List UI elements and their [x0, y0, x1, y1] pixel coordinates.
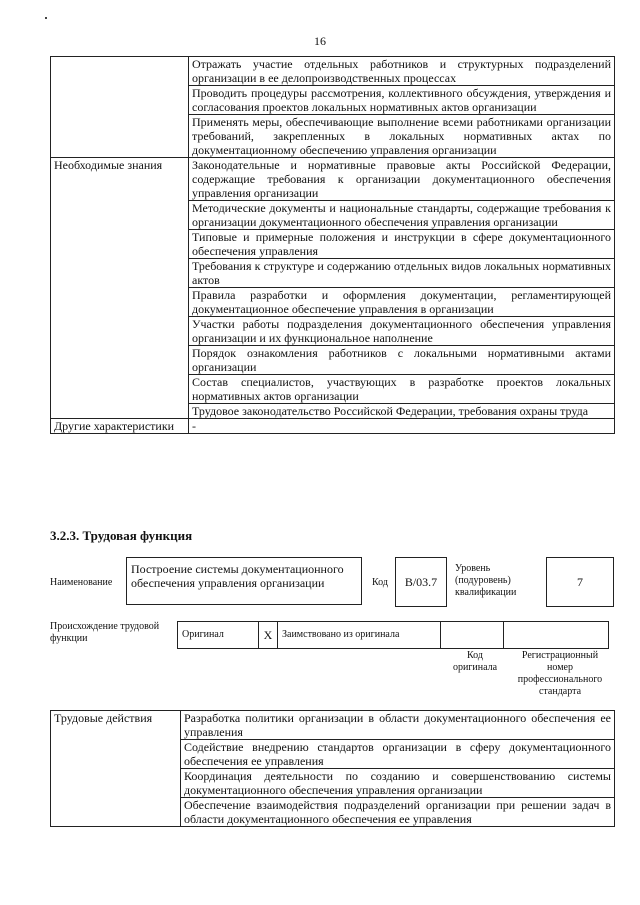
table-cell: Координация деятельности по созданию и совершенствованию системы документационного обеспечения управления организации — [181, 769, 615, 798]
table-cell: Типовые и примерные положения и инструкции в сфере документационного обеспечения управления — [189, 230, 615, 259]
table-cell: Трудовое законодательство Российской Федерации, требования охраны труда — [189, 404, 615, 419]
table-cell: Законодательные и нормативные правовые акты Российской Федерации, содержащие требования к организации документационного обеспечения управления организации — [189, 158, 615, 201]
skills-table — [50, 56, 615, 434]
origin-table — [177, 621, 609, 649]
registration-caption: Регистрационный номер профессионального стандарта — [517, 650, 603, 697]
original-mark: X — [259, 622, 278, 649]
code-caption: Код оригинала — [452, 650, 498, 673]
table-cell: Отражать участие отдельных работников и структурных подразделений организации в ее делопроизводственных процессах — [189, 57, 615, 86]
row-label: Необходимые знания — [51, 158, 189, 419]
section-title: 3.2.3. Трудовая функция — [50, 528, 193, 543]
borrowed-cell: Заимствовано из оригинала — [278, 622, 441, 649]
table-cell: Обеспечение взаимодействия подразделений организации при решении задач в области документационного обеспечения ее управления — [181, 798, 615, 827]
name-label: Наименование — [50, 577, 113, 588]
level-label: Уровень (подуровень) квалификации — [455, 563, 517, 598]
table-row — [51, 158, 615, 201]
table-row — [51, 419, 615, 434]
original-cell: Оригинал — [178, 622, 259, 649]
registration-number-cell — [504, 622, 609, 649]
table-row — [51, 711, 615, 740]
table-cell: Участки работы подразделения документационного обеспечения управления организации и их функциональное наполнение — [189, 317, 615, 346]
function-code: B/03.7 — [395, 557, 447, 607]
row-label — [51, 57, 189, 158]
table-cell: - — [189, 419, 615, 434]
page-number: 16 — [314, 34, 326, 48]
row-label: Другие характеристики — [51, 419, 189, 434]
row-label: Трудовые действия — [51, 711, 181, 827]
table-cell: Разработка политики организации в области документационного обеспечения ее управления — [181, 711, 615, 740]
scan-speck — [45, 17, 47, 19]
table-row — [178, 622, 609, 649]
table-cell: Методические документы и национальные стандарты, содержащие требования к организации документационного обеспечения управления организации — [189, 201, 615, 230]
labor-actions-table — [50, 710, 615, 827]
table-cell: Содействие внедрению стандартов организации в сферу документационного обеспечения ее управления — [181, 740, 615, 769]
level-value: 7 — [546, 557, 614, 607]
table-cell: Правила разработки и оформления документации, регламентирующей документационное обеспечение управления в организации — [189, 288, 615, 317]
table-cell: Требования к структуре и содержанию отдельных видов локальных нормативных актов — [189, 259, 615, 288]
table-cell: Состав специалистов, участвующих в разработке проектов локальных нормативных актов организации — [189, 375, 615, 404]
table-cell: Применять меры, обеспечивающие выполнение всеми работниками организации требований, закрепленных в локальных нормативных актах по документационному обеспечению управления организации — [189, 115, 615, 158]
original-code-cell — [441, 622, 504, 649]
origin-label: Происхождение трудовой функции — [50, 621, 160, 644]
table-cell: Порядок ознакомления работников с локальными нормативными актами организации — [189, 346, 615, 375]
table-row — [51, 57, 615, 86]
function-name: Построение системы документационного обеспечения управления организации — [126, 557, 362, 605]
code-label: Код — [372, 577, 388, 588]
table-cell: Проводить процедуры рассмотрения, коллективного обсуждения, утверждения и согласования проектов локальных нормативных актов организации — [189, 86, 615, 115]
